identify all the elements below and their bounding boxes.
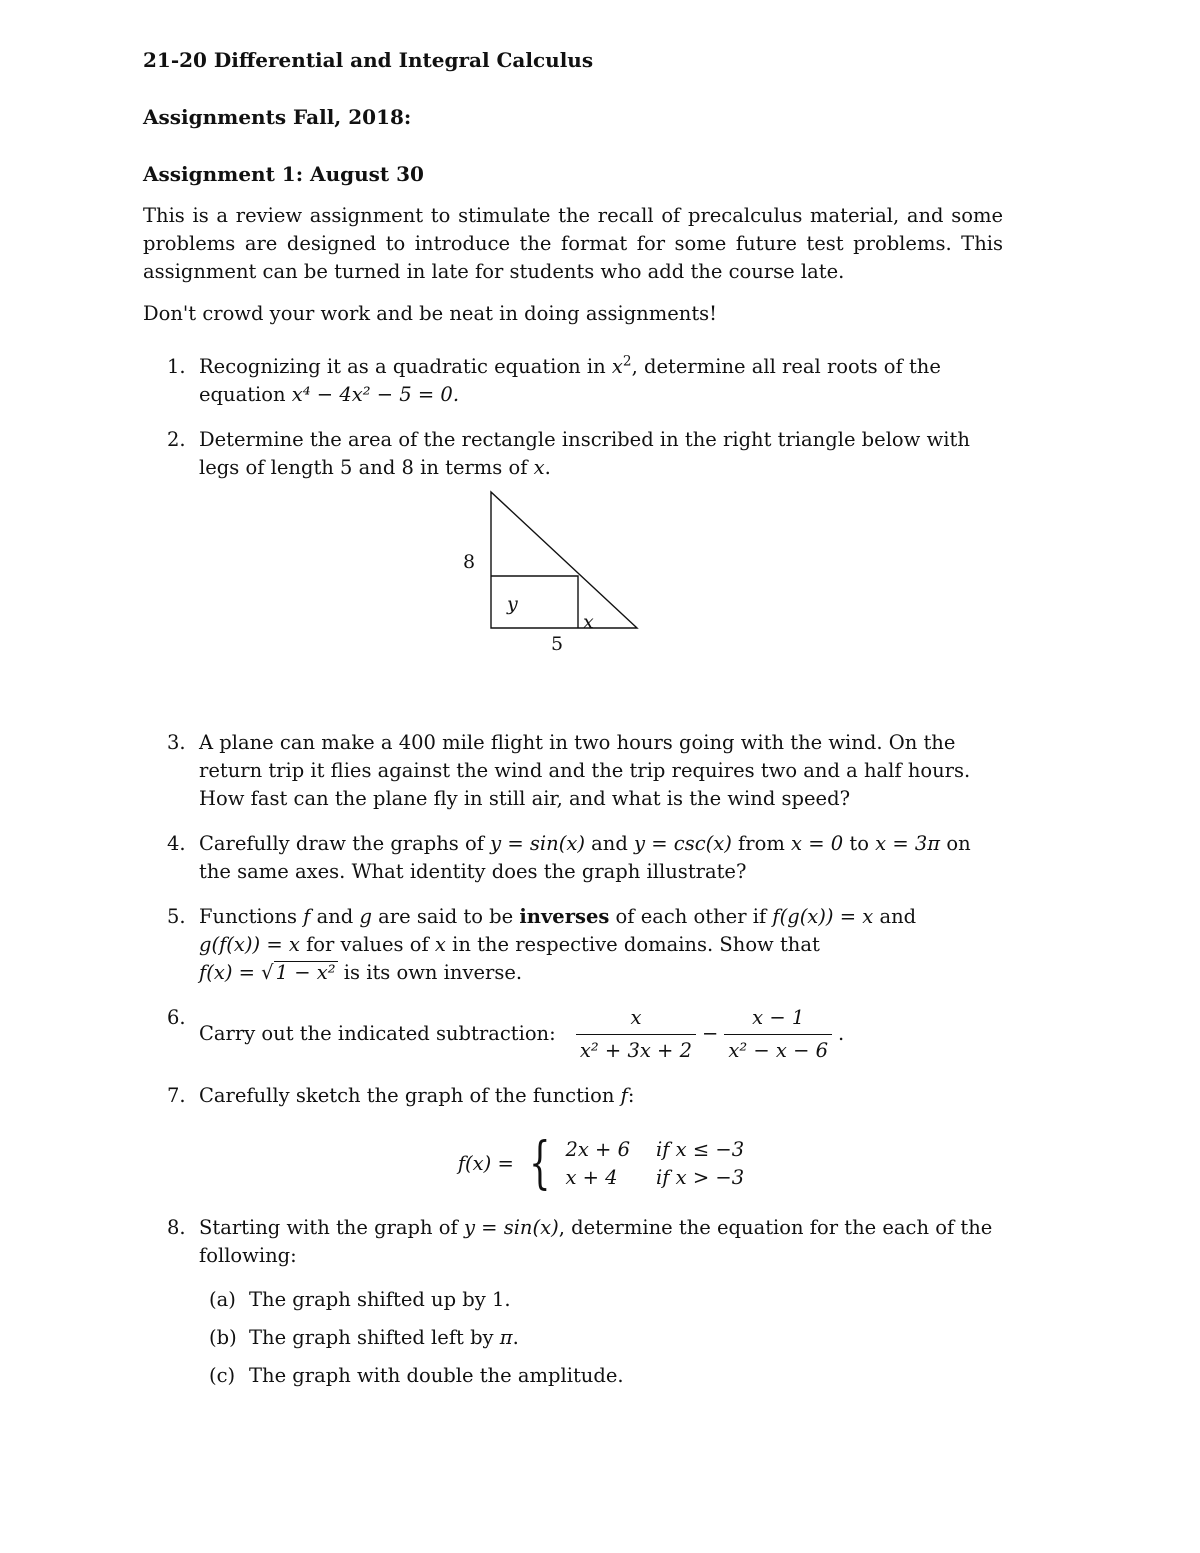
problem-number: 1. <box>167 355 186 378</box>
sub-question-a: (a) The graph shifted up by 1. <box>209 1288 511 1311</box>
problem-number: 6. <box>167 1006 186 1029</box>
document-page <box>143 46 1003 1407</box>
problem-1: 1. Recognizing it as a quadratic equation in $x^2$, determine all real roots of the equation x⁴ − 4x² − 5 = 0. <box>167 353 941 406</box>
fraction-2: $\frac{x - 1}{\text{x² − x − 6}}$ <box>724 1004 832 1065</box>
problem-5: 5. Functions f and g are said to be inverses of each other if f(g(x)) = x and g(f(x)) = x for values of x in the respective domains. Show that f(x) = √ 1 − x² is its own inverse. <box>143 903 1003 987</box>
problem-2: 2. Determine the area of the rectangle inscribed in the right triangle below with legs of length 5 and 8 in terms of x. 8 y x 5 <box>143 426 1003 712</box>
problem-number: 5. <box>167 905 186 928</box>
problem-7: 7. Carefully sketch the graph of the function f: f(x) = { 2x + 6 if x ≤ −3 x + 4 if x > −3 <box>143 1082 1003 1192</box>
equation: x⁴ − 4x² − 5 = 0. <box>291 383 460 406</box>
sub-question-c: (c) The graph with double the amplitude. <box>209 1364 624 1387</box>
sub-question-list <box>199 1286 1003 1390</box>
leg-label-5: 5 <box>551 633 564 655</box>
problem-4: 4. Carefully draw the graphs of y = sin(x) and y = csc(x) from x = 0 to x = 3π on the same axes. What identity does the graph illustrate? <box>167 832 971 883</box>
intro-paragraph: This is a review assignment to stimulate the recall of precalculus material, and some problems are designed to introduce the format for some future test problems. This assignment can be turned in late for students who add the course late. <box>143 204 1003 283</box>
problem-number: 2. <box>167 428 186 451</box>
leg-label-8: 8 <box>463 551 476 573</box>
problem-number: 8. <box>167 1216 186 1239</box>
cases: 2x + 6 if x ≤ −3 x + 4 if x > −3 <box>565 1138 745 1189</box>
square-root: √ 1 − x² <box>261 961 336 984</box>
problem-number: 4. <box>167 832 186 855</box>
problem-number: 3. <box>167 731 186 754</box>
left-brace: { <box>528 1131 551 1196</box>
course-title: 21-20 Differential and Integral Calculus <box>143 48 594 72</box>
rect-height-label-y: y <box>507 593 518 615</box>
problem-8: 8. Starting with the graph of y = sin(x), determine the equation for the each of the following: (a) The graph shifted up by 1. (b) The graph shifted left by π. (c) The graph with double the amplitude. <box>143 1214 1003 1390</box>
triangle-figure <box>199 490 1003 712</box>
problem-6: 6. Carry out the indicated subtraction: $\frac{x}{\text{x² + 3x + 2}}$ − $\frac{x - 1}{\text{x² − x − 6}}$ . <box>143 1004 1003 1065</box>
problem-list <box>143 353 1003 1390</box>
note-paragraph: Don't crowd your work and be neat in doing assignments! <box>143 302 718 325</box>
sub-question-b: (b) The graph shifted left by π. <box>209 1326 519 1349</box>
problem-3: 3. A plane can make a 400 mile flight in two hours going with the wind. On the return trip it flies against the wind and the trip requires two and a half hours. How fast can the plane fly in still air, and what is the wind speed? <box>167 731 971 810</box>
problem-number: 7. <box>167 1084 186 1107</box>
piecewise-function: f(x) = { 2x + 6 if x ≤ −3 x + 4 if x > −3 <box>457 1131 745 1196</box>
fraction-1: $\frac{x}{\text{x² + 3x + 2}}$ <box>576 1004 696 1065</box>
assignment-heading: Assignment 1: August 30 <box>143 162 424 186</box>
term-heading: Assignments Fall, 2018: <box>143 105 412 129</box>
segment-label-x: x <box>583 611 594 633</box>
